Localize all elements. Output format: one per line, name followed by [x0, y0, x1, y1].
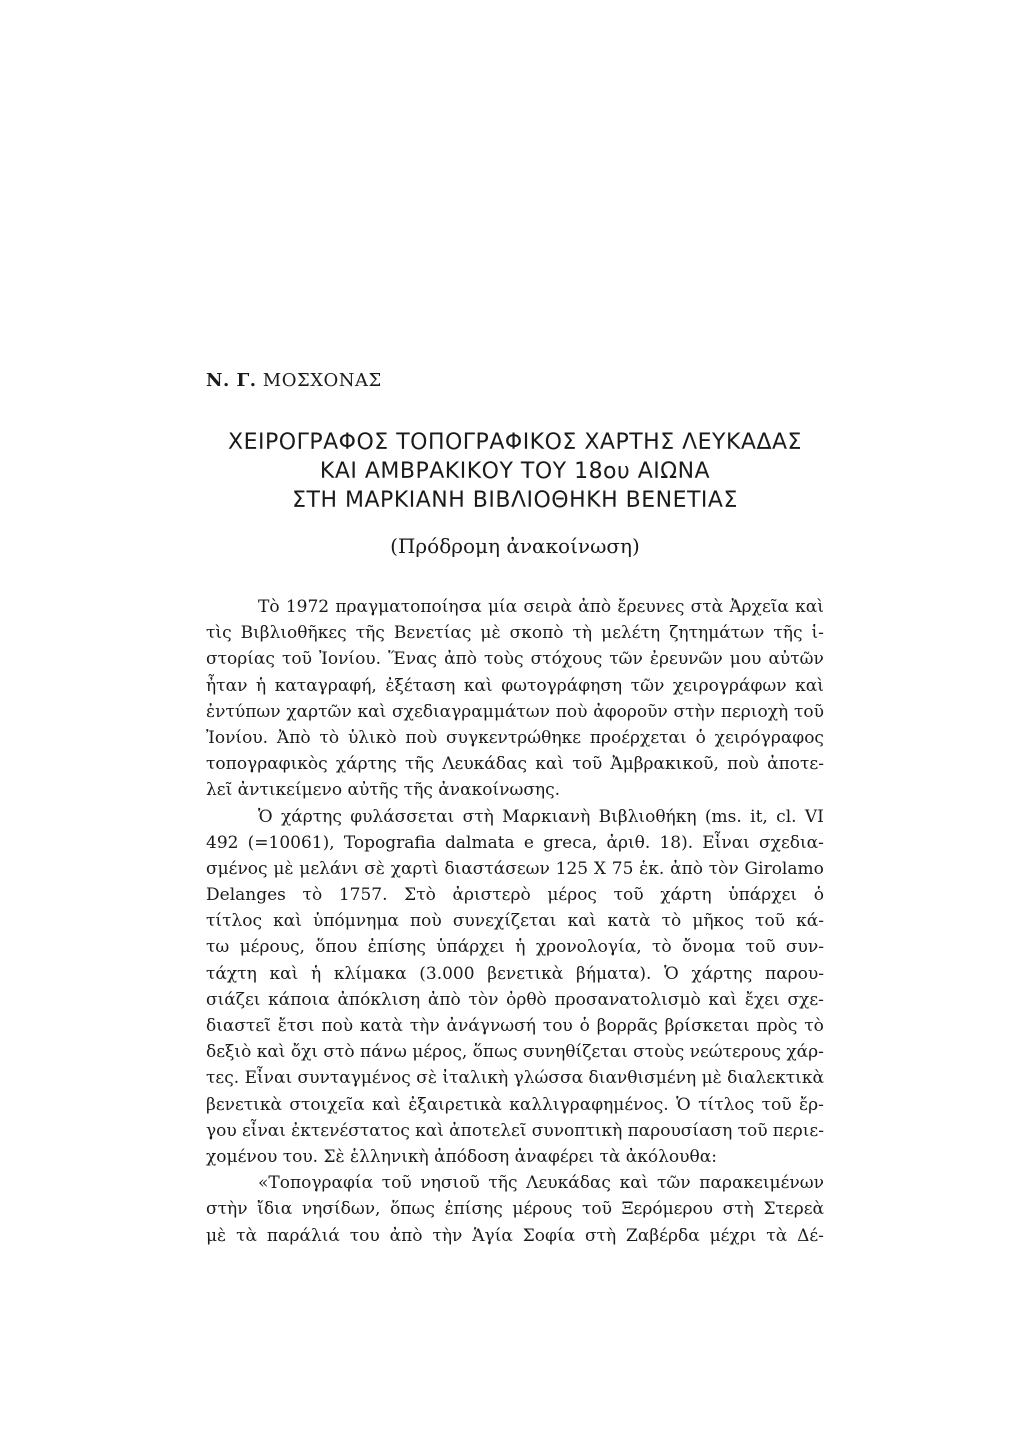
body-line: δεξιὸ καὶ ὄχι στὸ πάνω μέρος, ὅπως συνηθίζεται στοὺς νεώτερους χάρ-	[206, 1042, 824, 1063]
body-line: σιάζει κάποια ἀπόκλιση ἀπὸ τὸν ὀρθὸ προσανατολισμὸ καὶ ἔχει σχε-	[206, 989, 824, 1010]
body-line: τίτλος καὶ ὑπόμνημα ποὺ συνεχίζεται καὶ κατὰ τὸ μῆκος τοῦ κά-	[206, 911, 824, 932]
body-line: στὴν ἴδια νησίδων, ὅπως ἐπίσης μέρους τοῦ Ξερόμερου στὴ Στερεὰ	[206, 1199, 824, 1220]
body-line: Ἰονίου. Ἀπὸ τὸ ὑλικὸ ποὺ συγκεντρώθηκε προέρχεται ὁ χειρόγραφος	[206, 727, 824, 748]
author-line	[206, 370, 382, 391]
body-line: γου εἶναι ἐκτενέστατος καὶ ἀποτελεῖ συνοπτικὴ παρουσίαση τοῦ περιε-	[206, 1120, 824, 1141]
body-line: χομένου του. Σὲ ἑλληνικὴ ἀπόδοση ἀναφέρει τὰ ἀκόλουθα:	[206, 1146, 717, 1167]
body-line: 492 (=10061), Topografia dalmata e greca, ἀριθ. 18). Εἶναι σχεδια-	[206, 832, 824, 853]
body-line: ἐντύπων χαρτῶν καὶ σχεδιαγραμμάτων ποὺ ἀφοροῦν στὴν περιοχὴ τοῦ	[206, 701, 824, 722]
body-line: «Τοπογραφία τοῦ νησιοῦ τῆς Λευκάδας καὶ τῶν παρακειμένων	[258, 1173, 824, 1194]
body-line: λεῖ ἀντικείμενο αὐτῆς τῆς ἀνακοίνωσης.	[206, 780, 561, 801]
body-line: Delanges τὸ 1757. Στὸ ἀριστερὸ μέρος τοῦ χάρτη ὑπάρχει ὁ	[206, 885, 824, 906]
body-line: διαστεῖ ἔτσι ποὺ κατὰ τὴν ἀνάγνωσή του ὁ βορρᾶς βρίσκεται πρὸς τὸ	[206, 1016, 824, 1036]
body-text	[206, 594, 824, 1249]
body-line: τάχτη καὶ ἡ κλίμακα (3.000 βενετικὰ βήματα). Ὁ χάρτης παρου-	[206, 963, 824, 984]
article-subtitle: (Πρόδρομη ἀνακοίνωση)	[390, 534, 640, 558]
body-line: Ὁ χάρτης φυλάσσεται στὴ Μαρκιανὴ Βιβλιοθήκη (ms. it, cl. VI	[258, 806, 824, 827]
article-title	[170, 428, 860, 559]
body-line: μὲ τὰ παράλιά του ἀπὸ τὴν Ἁγία Σοφία στὴ Ζαβέρδα μέχρι τὰ Δέ-	[206, 1225, 824, 1246]
body-line: τὶς Βιβλιοθῆκες τῆς Βενετίας μὲ σκοπὸ τὴ μελέτη ζητημάτων τῆς ἱ-	[206, 623, 824, 644]
body-line: στορίας τοῦ Ἰονίου. Ἕνας ἀπὸ τοὺς στόχους τῶν ἐρευνῶν μου αὐτῶν	[206, 649, 824, 670]
body-line: ἦταν ἡ καταγραφή, ἐξέταση καὶ φωτογράφηση τῶν χειρογράφων καὶ	[206, 675, 824, 696]
body-line: Τὸ 1972 πραγματοποίησα μία σειρὰ ἀπὸ ἔρευνες στὰ Ἀρχεῖα καὶ	[258, 597, 824, 617]
body-line: σμένος μὲ μελάνι σὲ χαρτὶ διαστάσεων 125 Χ 75 ἑκ. ἀπὸ τὸν Girolamo	[206, 858, 824, 879]
author-initials: Ν. Γ.	[206, 370, 257, 391]
title-line: ΣΤΗ ΜΑΡΚΙΑΝΗ ΒΙΒΛΙΟΘΗΚΗ ΒΕΝΕΤΙΑΣ	[292, 488, 738, 513]
body-line: βενετικὰ στοιχεῖα καὶ ἐξαιρετικὰ καλλιγραφημένος. Ὁ τίτλος τοῦ ἔρ-	[206, 1094, 824, 1115]
author-surname: ΜΟΣΧΟΝΑΣ	[262, 370, 382, 391]
title-line: ΧΕΙΡΟΓΡΑΦΟΣ ΤΟΠΟΓΡΑΦΙΚΟΣ ΧΑΡΤΗΣ ΛΕΥΚΑΔΑΣ	[228, 430, 802, 455]
body-line: τοπογραφικὸς χάρτης τῆς Λευκάδας καὶ τοῦ Ἀμβρακικοῦ, ποὺ ἀποτε-	[206, 754, 824, 775]
title-line: ΚΑΙ ΑΜΒΡΑΚΙΚΟΥ ΤΟΥ 18ου ΑΙΩΝΑ	[319, 459, 711, 484]
body-line: τες. Εἶναι συνταγμένος σὲ ἰταλικὴ γλώσσα διανθισμένη μὲ διαλεκτικὰ	[206, 1068, 824, 1089]
body-line: τω μέρους, ὅπου ἐπίσης ὑπάρχει ἡ χρονολογία, τὸ ὄνομα τοῦ συν-	[206, 937, 824, 958]
